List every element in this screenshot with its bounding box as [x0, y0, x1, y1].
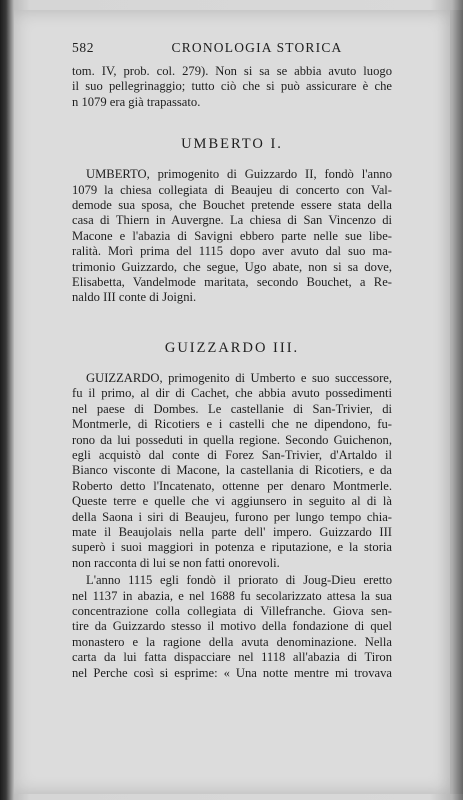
text-line: GUIZZARDO, primogenito di Umberto e suo successore, [86, 370, 392, 385]
text-line: nel 1137 in abazia, e nel 1688 fu secolarizzato attesa la sua [72, 588, 392, 603]
text-line: L'anno 1115 egli fondò il priorato di Joug-Dieu eretto [86, 573, 392, 588]
text-line: Queste terre e quelle che vi aggiunsero in seguito al di là [72, 494, 392, 509]
text-line: Elisabetta, Vandelmode maritata, secondo Bouchet, a Re- [72, 275, 392, 290]
text-line: tire da Guizzardo stesso il motivo della fondazione di quel [72, 619, 392, 634]
page-text-block [72, 40, 392, 681]
text-line: egli acquistò dal conte di Forez San-Trivier, d'Artaldo il [72, 447, 392, 462]
text-line: il suo pellegrinaggio; tutto ciò che si può assicurare è che [72, 79, 392, 94]
text-line: concentrazione colla collegiata di Villefranche. Giova sen- [72, 603, 392, 618]
umberto-paragraph [72, 167, 392, 306]
text-line: trimonio Guizzardo, che segue, Ugo abate, non si sa dove, [72, 259, 392, 274]
guizzardo-paragraph-1 [72, 371, 392, 571]
section-heading-guizzardo: GUIZZARDO III. [164, 339, 300, 356]
text-line: demode sua sposa, che Bouchet pretende essere stata della [72, 198, 392, 213]
text-line: casa di Thiern in Auvergne. La chiesa di San Vincenzo di [72, 213, 392, 228]
text-line: 1079 la chiesa collegiata di Beaujeu di concerto con Val- [72, 182, 392, 197]
text-line: fu il primo, al dir di Cachet, che abbia avuto possedimenti [72, 386, 392, 401]
section-heading-umberto: UMBERTO I. [181, 136, 283, 153]
text-line: Montmerle, di Ricotiers e i castelli che ne dipendono, fu- [72, 417, 392, 432]
text-line: carta da lui fatta dispacciare nel 1118 all'abazia di Tiron [72, 650, 392, 665]
text-line: Macone e l'abazia di Savigni ebbero parte nelle sue libe- [72, 228, 392, 243]
text-line: tom. IV, prob. col. 279). Non si sa se abbia avuto luogo [72, 64, 392, 78]
page-edge-shadow [437, 10, 463, 794]
text-line: nel paese di Dombes. Le castellanie di San-Trivier, di [72, 401, 392, 416]
text-line: rono da lui posseduti in quella regione. Secondo Guichenon, [72, 432, 392, 447]
text-line: monastero e la ragione della avuta denominazione. Nella [72, 634, 392, 649]
intro-paragraph [72, 64, 392, 110]
text-line: della Saona i siri di Beaujeu, furono per lungo tempo chia- [72, 509, 392, 524]
page-number: 582 [72, 40, 95, 55]
text-line: superò i suoi maggiori in potenza e riputazione, e la storia [72, 540, 392, 555]
text-line: UMBERTO, primogenito di Guizzardo II, fondò l'anno [86, 167, 392, 182]
running-title: CRONOLOGIA STORICA [171, 40, 343, 55]
text-line: mate il Beaujolais nella parte dell' impero. Guizzardo III [72, 524, 392, 539]
text-line: Bianco visconte di Macone, la castellania di Ricotiers, e da [72, 463, 392, 478]
text-line: Roberto detto l'Incatenato, ottenne per denaro Montmerle. [72, 478, 392, 493]
text-line: n 1079 era già trapassato. [72, 94, 201, 109]
guizzardo-paragraph-2 [72, 573, 392, 681]
text-line: naldo III conte di Joigni. [72, 290, 197, 305]
text-line: nel Perche così si esprime: « Una notte mentre mi trovava [72, 665, 392, 680]
text-line: ralità. Morì prima del 1115 dopo aver avuto dal suo ma- [72, 244, 392, 259]
text-line: non racconta di lui se non fatti onorevoli. [72, 555, 280, 570]
running-header [72, 40, 392, 56]
